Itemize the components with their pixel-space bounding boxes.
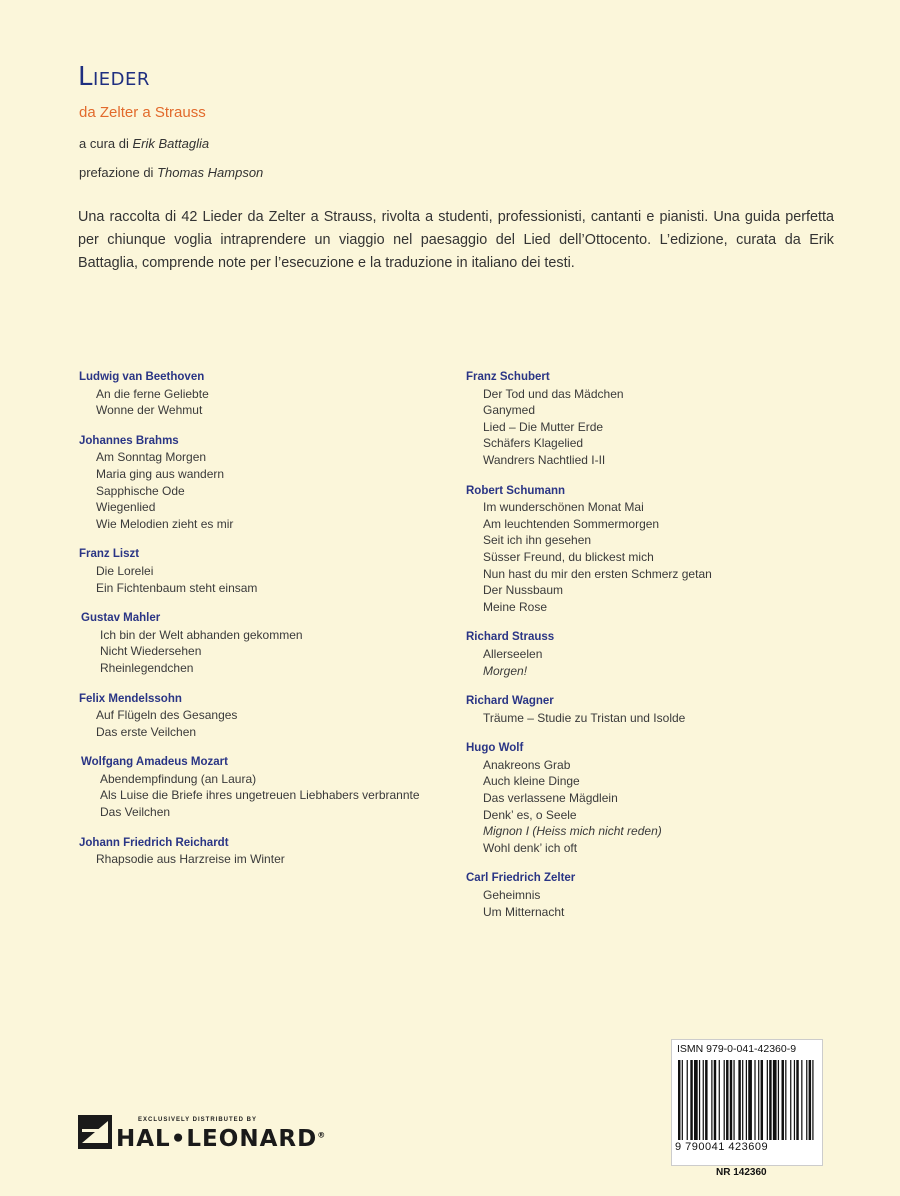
song-title: Auch kleine Dinge [483,774,580,789]
composer-block [466,693,826,726]
song-title: Seit ich ihn gesehen [483,533,592,548]
composer-name: Johann Friedrich Reichardt [79,836,229,849]
song-title: Süsser Freund, du blickest mich [483,549,654,564]
composer-block [79,546,449,596]
song-title: Maria ging aus wandern [96,466,225,481]
song-title: Schäfers Klagelied [483,436,584,451]
song-title: Mignon I (Heiss mich nicht reden) [483,824,662,839]
composer-block [466,629,826,679]
song-title: Wohl denk’ ich oft [483,840,578,855]
song-title: Ganymed [483,403,536,418]
song-list-left [79,369,449,882]
composer-name: Wolfgang Amadeus Mozart [81,756,228,769]
composer-block [466,740,826,856]
song-title: Lied – Die Mutter Erde [483,419,604,434]
song-title: Nicht Wiedersehen [100,644,202,659]
composer-name: Ludwig van Beethoven [79,371,205,383]
composer-block [79,610,449,676]
song-title: Sapphische Ode [96,483,185,498]
song-title: Rheinlegendchen [100,660,194,675]
composer-name: Richard Strauss [466,631,555,644]
ismn-number: ISMN 979-0-041-42360-9 [677,1043,797,1055]
song-title: Rhapsodie aus Harzreise im Winter [96,852,285,867]
composer-name: Franz Liszt [79,548,140,561]
composer-block [79,835,449,868]
song-title: Am Sonntag Morgen [96,450,207,465]
song-title: Wonne der Wehmut [96,403,203,418]
hal-leonard-logo [78,1115,348,1159]
composer-block [466,870,826,920]
song-title: Das Veilchen [100,805,171,820]
composer-name: Hugo Wolf [466,742,524,755]
composer-block [466,369,826,469]
song-title: Das verlassene Mägdlein [483,791,618,806]
song-title: Nun hast du mir den ersten Schmerz getan [483,566,712,581]
song-title: Ich bin der Welt abhanden gekommen [100,627,303,642]
composer-block [466,483,826,616]
song-title: Meine Rose [483,599,548,614]
song-title: Ein Fichtenbaum steht einsam [96,580,258,595]
song-title: Allerseelen [483,646,543,661]
song-title: Denk’ es, o Seele [483,807,577,822]
curator-credit [79,136,209,151]
song-title: Das erste Veilchen [96,724,197,739]
song-title: Am leuchtenden Sommermorgen [483,516,660,531]
logo-wordmark: HAL•LEONARD® [116,1126,327,1152]
composer-name: Felix Mendelssohn [79,692,182,705]
composer-name: Franz Schubert [466,371,550,383]
barcode-label [671,1039,823,1166]
barcode-number: 9 790041 423609 [675,1141,769,1153]
description-paragraph: Una raccolta di 42 Lieder da Zelter a Strauss, rivolta a studenti, professionisti, cantanti e pianisti. Una guida perfetta per chiunque voglia intraprendere un viaggio nel paesaggio del Lied dell’Ottocento. L’edizione, curata da Erik Battaglia, comprende note per l’esecuzione e la traduzione in italiano dei testi. [78,209,834,271]
curator-name: Erik Battaglia [132,136,210,151]
curator-prefix: a cura di [79,136,129,151]
song-title: Wie Melodien zieht es mir [96,516,234,531]
song-title: Geheimnis [483,888,541,903]
song-title: Morgen! [483,663,528,678]
logo-mark-icon [78,1115,112,1149]
composer-name: Carl Friedrich Zelter [466,872,576,885]
song-title: Der Tod und das Mädchen [483,386,624,401]
song-title: An die ferne Geliebte [96,386,209,401]
logo-tagline: EXCLUSIVELY DISTRIBUTED BY [138,1117,258,1123]
composer-block [79,433,449,533]
page-subtitle: da Zelter a Strauss [79,104,206,121]
song-title: Im wunderschönen Monat Mai [483,500,644,515]
preface-name: Thomas Hampson [157,165,264,180]
song-title: Auf Flügeln des Gesanges [96,708,238,723]
preface-prefix: prefazione di [79,165,154,180]
song-title: Anakreons Grab [483,757,571,772]
song-title: Um Mitternacht [483,904,565,919]
composer-block [79,754,449,820]
barcode-icon [678,1060,816,1140]
composer-name: Richard Wagner [466,695,554,708]
song-title: Die Lorelei [96,563,154,578]
song-title: Wandrers Nachtlied I-II [483,452,606,467]
song-title: Als Luise die Briefe ihres ungetreuen Liebhabers verbrannte [100,788,420,803]
composer-block [79,369,449,419]
song-title: Träume – Studie zu Tristan und Isolde [483,710,686,725]
composer-name: Johannes Brahms [79,434,179,447]
composer-name: Robert Schumann [466,484,566,497]
preface-credit [79,165,263,180]
song-title: Wiegenlied [96,500,156,515]
song-title: Der Nussbaum [483,583,564,598]
composer-name: Gustav Mahler [81,612,161,625]
catalog-number: NR 142360 [716,1167,767,1178]
page-title: Lieder [78,62,150,92]
song-list-right [466,369,826,934]
composer-block [79,691,449,741]
song-title: Abendempfindung (an Laura) [100,771,257,786]
